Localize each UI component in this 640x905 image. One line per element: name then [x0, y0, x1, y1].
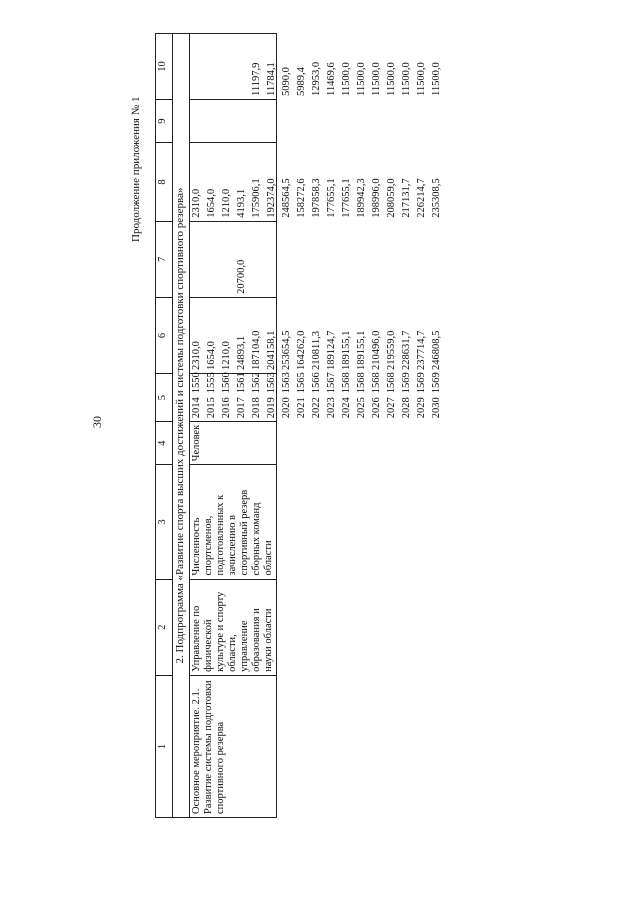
col6-value: 204158,1	[266, 330, 277, 371]
year-count-pair	[431, 372, 446, 419]
col8-value: 177655,1	[341, 178, 352, 218]
col10-value: 11784,1	[266, 62, 277, 97]
col9-value	[431, 103, 446, 139]
count-value: 1569	[416, 372, 427, 394]
count-value: 1568	[386, 372, 397, 394]
year-count-pair	[326, 372, 341, 419]
year-value: 2030	[431, 397, 442, 419]
col7-values	[190, 221, 277, 297]
count-value: 1561	[236, 372, 247, 394]
col-header-8: 8	[156, 143, 173, 222]
col10-value: 11500,0	[431, 62, 442, 97]
col6-value: 187104,0	[251, 330, 262, 371]
col6-value: 2310,0	[191, 341, 202, 371]
year-count-pair	[236, 372, 251, 419]
col9-value	[251, 103, 266, 139]
col8-value: 1210,0	[221, 188, 232, 218]
rotated-table-container	[155, 33, 585, 818]
col8-value: 248564,5	[281, 178, 292, 218]
col10-value	[206, 37, 221, 96]
col9-value	[266, 103, 281, 139]
col7-value	[401, 225, 416, 294]
count-value: 1550	[191, 372, 202, 394]
col8-value: 208059,0	[386, 178, 397, 218]
col10-value: 11500,0	[401, 62, 412, 97]
year-value: 2019	[266, 397, 277, 419]
col6-value: 1210,0	[221, 341, 232, 371]
year-count-pair	[266, 372, 281, 419]
col7-value	[206, 225, 221, 294]
col-header-2: 2	[156, 579, 173, 675]
col10-value	[191, 37, 206, 96]
col8-value: 217131,7	[401, 178, 412, 218]
col9-value	[341, 103, 356, 139]
count-value: 1565	[296, 372, 307, 394]
year-value: 2018	[251, 397, 262, 419]
responsible-executor: Управление по физической культуре и спорту области, управление образования и науки области	[190, 579, 277, 675]
col8-values	[190, 143, 442, 222]
col7-value	[281, 225, 296, 294]
col9-value	[236, 103, 251, 139]
activity-name: Основное мероприятие. 2.1. Развитие системы подготовки спортивного резерва	[190, 675, 277, 817]
year-value: 2024	[341, 397, 352, 419]
count-value: 1567	[326, 372, 337, 394]
col9-value	[191, 103, 206, 139]
year-value: 2027	[386, 397, 397, 419]
year-count-pair	[281, 372, 296, 419]
count-value: 1568	[371, 372, 382, 394]
col7-value	[221, 225, 236, 294]
col9-value	[311, 103, 326, 139]
count-value: 1562	[251, 372, 262, 394]
year-count-pair	[371, 372, 386, 419]
col7-value	[386, 225, 401, 294]
year-value: 2028	[401, 397, 412, 419]
col9-value	[326, 103, 341, 139]
col9-value	[416, 103, 431, 139]
col6-value: 253654,5	[281, 330, 292, 371]
subprogram-title: 2. Подпрограмма «Развитие спорта высших достижений и системы подготовки спортивного резерва»	[173, 34, 190, 818]
count-value: 1555	[206, 372, 217, 394]
col10-values	[190, 34, 442, 100]
year-count-pair	[311, 372, 326, 419]
year-value: 2022	[311, 397, 322, 419]
count-value: 1568	[341, 372, 352, 394]
year-value: 2023	[326, 397, 337, 419]
col6-value: 164262,0	[296, 330, 307, 371]
col7-value: 20700,0	[236, 259, 247, 294]
col9-values	[190, 100, 277, 143]
col8-value: 1654,0	[206, 188, 217, 218]
count-value: 1569	[401, 372, 412, 394]
activity-row	[190, 34, 277, 818]
col10-value: 11197,9	[251, 62, 262, 97]
col9-value	[371, 103, 386, 139]
col9-value	[296, 103, 311, 139]
col10-value	[236, 37, 251, 96]
col6-value: 210811,3	[311, 331, 322, 371]
year-value: 2016	[221, 397, 232, 419]
col6-value: 228631,7	[401, 330, 412, 371]
years-and-c5	[190, 372, 442, 422]
col8-value: 198996,0	[371, 178, 382, 218]
col6-value: 189155,1	[356, 330, 367, 371]
year-count-pair	[221, 372, 236, 419]
col7-value	[191, 225, 206, 294]
col6-value: 237714,7	[416, 330, 427, 371]
col9-value	[206, 103, 221, 139]
year-count-pair	[296, 372, 311, 419]
col-header-4: 4	[156, 422, 173, 465]
unit: Человек	[190, 422, 277, 465]
col6-value: 219559,0	[386, 330, 397, 371]
col8-value: 189942,3	[356, 178, 367, 218]
year-value: 2017	[236, 397, 247, 419]
year-count-pair	[206, 372, 221, 419]
col6-value: 246808,5	[431, 330, 442, 371]
year-value: 2025	[356, 397, 367, 419]
col8-value: 177655,1	[326, 178, 337, 218]
count-value: 1560	[221, 372, 232, 394]
col7-value	[326, 225, 341, 294]
col10-value: 11500,0	[371, 62, 382, 97]
count-value: 1563	[266, 372, 277, 394]
col-header-10: 10	[156, 34, 173, 100]
col-header-5: 5	[156, 374, 173, 422]
col9-value	[401, 103, 416, 139]
col9-value	[356, 103, 371, 139]
count-value: 1568	[356, 372, 367, 394]
year-value: 2015	[206, 397, 217, 419]
page-number: 30	[90, 416, 104, 428]
indicator-name: Численность спортсменов, подготовленных к зачислению в спортивный резерв сборных команд области	[190, 465, 277, 579]
col7-value	[311, 225, 326, 294]
col8-value: 175906,1	[251, 178, 262, 218]
year-count-pair	[401, 372, 416, 419]
col-header-9: 9	[156, 100, 173, 143]
col10-value: 11469,6	[326, 62, 337, 97]
col10-value	[221, 37, 236, 96]
count-value: 1563	[281, 372, 292, 394]
col6-value: 189124,7	[326, 330, 337, 371]
col7-value	[431, 225, 446, 294]
col7-value	[251, 225, 266, 294]
col6-value: 189155,1	[341, 330, 352, 371]
col-header-6: 6	[156, 297, 173, 373]
col6-values	[190, 297, 442, 373]
count-value: 1569	[431, 372, 442, 394]
col8-value: 158272,6	[296, 178, 307, 218]
col6-value: 1654,0	[206, 341, 217, 371]
year-count-pair	[416, 372, 431, 419]
column-number-row	[156, 34, 173, 818]
col7-value	[341, 225, 356, 294]
col7-value	[266, 225, 281, 294]
appendix-title: Продолжение приложения № 1	[130, 96, 142, 242]
year-count-pair	[386, 372, 401, 419]
col7-value	[371, 225, 386, 294]
col10-value: 5090,0	[281, 67, 292, 97]
col10-value: 11500,0	[416, 62, 427, 97]
col9-value	[221, 103, 236, 139]
count-value: 1566	[311, 372, 322, 394]
col7-value	[296, 225, 311, 294]
col-header-1: 1	[156, 675, 173, 817]
col8-value: 226214,7	[416, 178, 427, 218]
col6-value: 210496,0	[371, 330, 382, 371]
col9-value	[386, 103, 401, 139]
col8-value: 192374,0	[266, 178, 277, 218]
subprogram-row	[173, 34, 190, 818]
col10-value: 5989,4	[296, 67, 307, 97]
year-value: 2026	[371, 397, 382, 419]
col-header-7: 7	[156, 221, 173, 297]
year-value: 2029	[416, 397, 427, 419]
program-table	[155, 33, 442, 818]
year-count-pair	[341, 372, 356, 419]
col8-value: 235308,5	[431, 178, 442, 218]
col10-value: 11500,0	[341, 62, 352, 97]
year-value: 2020	[281, 397, 292, 419]
col10-value: 12953,0	[311, 61, 322, 97]
col6-value: 24893,1	[236, 335, 247, 371]
year-count-pair	[191, 372, 206, 419]
year-count-pair	[251, 372, 266, 419]
col7-value	[416, 225, 431, 294]
col10-value: 11500,0	[356, 62, 367, 97]
col8-value: 4193,1	[236, 188, 247, 218]
col8-value: 2310,0	[191, 188, 202, 218]
year-value: 2014	[191, 397, 202, 419]
col-header-3: 3	[156, 465, 173, 579]
col7-value	[356, 225, 371, 294]
year-value: 2021	[296, 397, 307, 419]
col10-value: 11500,0	[386, 62, 397, 97]
year-count-pair	[356, 372, 371, 419]
col9-value	[281, 103, 296, 139]
col8-value: 197858,3	[311, 178, 322, 218]
